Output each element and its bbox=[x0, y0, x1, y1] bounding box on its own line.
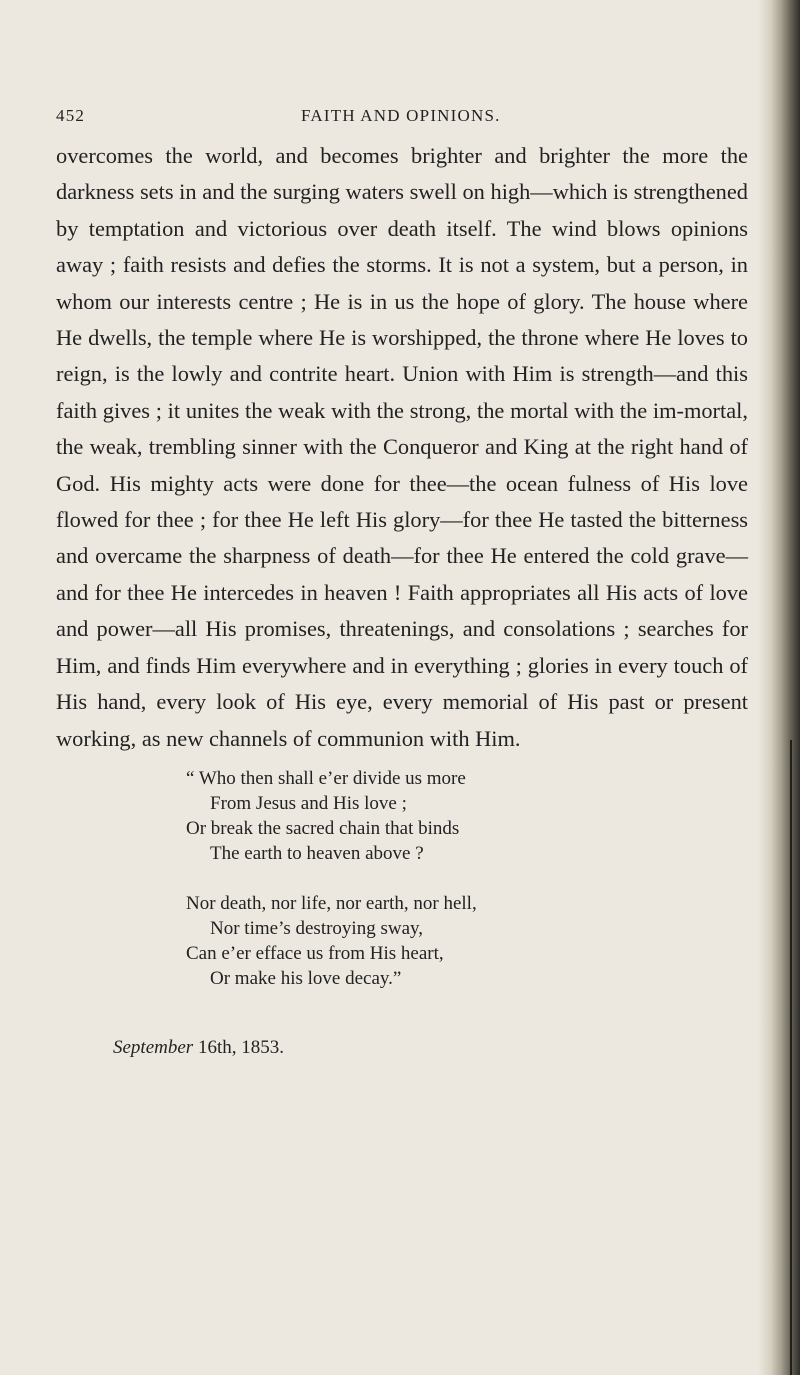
dateline-month: September bbox=[113, 1037, 194, 1058]
body-text bbox=[56, 138, 748, 757]
verse-line: The earth to heaven above ? bbox=[210, 843, 424, 864]
book-spine-shadow bbox=[758, 0, 800, 1375]
verse-quotation bbox=[186, 766, 726, 991]
verse-stanza-2 bbox=[186, 891, 726, 991]
verse-line: Or break the sacred chain that binds bbox=[186, 818, 460, 839]
book-spine-edge bbox=[790, 740, 792, 1375]
dateline bbox=[113, 1037, 284, 1059]
verse-line: Or make his love decay.” bbox=[210, 968, 402, 989]
verse-line: Can e’er efface us from His heart, bbox=[186, 943, 444, 964]
page-header bbox=[56, 106, 746, 132]
verse-line: From Jesus and His love ; bbox=[210, 793, 407, 814]
verse-line: “ Who then shall e’er divide us more bbox=[186, 768, 466, 789]
verse-stanza-1 bbox=[186, 766, 726, 866]
body-paragraph: overcomes the world, and becomes brighter and brighter the more the darkness sets in and the surging waters swell on high—which is strengthened by temptation and victorious over death itself. The wind blows opinions away ; faith resists and defies the storms. It is not a system, but a person, in whom our interests centre ; He is in us the hope of glory. The house where He dwells, the temple where He is worshipped, the throne where He loves to reign, is the lowly and contrite heart. Union with Him is strength—and this faith gives ; it unites the weak with the strong, the mortal with the im-mortal, the weak, trembling sinner with the Conqueror and King at the right hand of God. His mighty acts were done for thee—the ocean fulness of His love flowed for thee ; for thee He left His glory—for thee He tasted the bitterness and overcame the sharpness of death—for thee He entered the cold grave—and for thee He intercedes in heaven ! Faith appropriates all His acts of love and power—all His promises, threatenings, and consolations ; searches for Him, and finds Him everywhere and in everything ; glories in every touch of His hand, every look of His eye, every memorial of His past or present working, as new channels of communion with Him. bbox=[56, 143, 748, 751]
running-head: FAITH AND OPINIONS. bbox=[301, 106, 501, 125]
dateline-year: , 1853. bbox=[231, 1037, 284, 1058]
page-number: 452 bbox=[56, 106, 86, 125]
dateline-day: 16th bbox=[197, 1037, 232, 1058]
verse-line: Nor time’s destroying sway, bbox=[210, 918, 424, 939]
verse-line: Nor death, nor life, nor earth, nor hell, bbox=[186, 893, 477, 914]
